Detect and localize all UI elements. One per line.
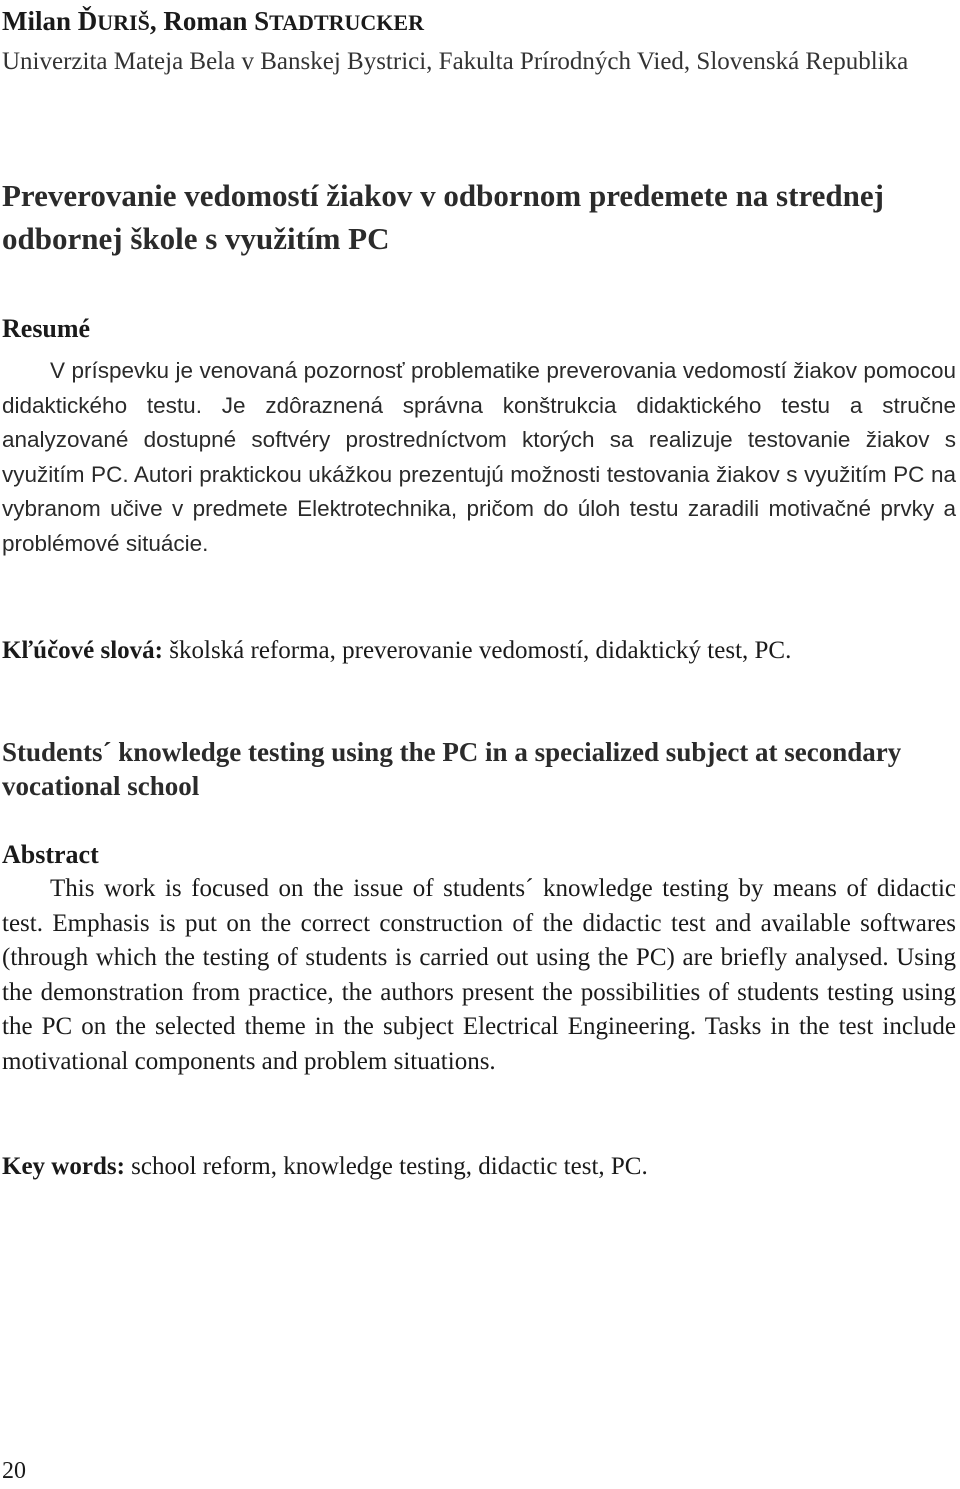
resume-heading: Resumé (2, 314, 91, 343)
page-number: 20 (2, 1458, 26, 1484)
author-2-surname: TADTRUCKER (269, 10, 424, 35)
abstract-heading: Abstract (2, 840, 99, 869)
affiliation: Univerzita Mateja Bela v Banskej Bystrici, Fakulta Prírodných Vied, Slovenská Republika (2, 48, 909, 75)
slovak-keywords-text: školská reforma, preverovanie vedomostí, didaktický test, PC. (163, 637, 792, 664)
author-1-first: Milan Ď (2, 6, 98, 36)
english-keywords-text: school reform, knowledge testing, didactic test, PC. (124, 1153, 648, 1180)
english-keywords (2, 1150, 956, 1184)
english-title: Students´ knowledge testing using the PC in a specialized subject at secondary vocational school (2, 737, 902, 801)
author-1-surname: URIŠ (97, 10, 150, 35)
slovak-title: Preverovanie vedomostí žiakov v odbornom predemete na strednej odbornej škole s využitím PC (2, 178, 884, 256)
abstract-text: This work is focused on the issue of students´ knowledge testing by means of didactic test. Emphasis is put on the correct construction of the didactic test and available softwares (through which the testing of students is carried out using the PC) are briefly analysed. Using the demonstration from practice, the authors present the possibilities of students testing using the PC on the selected theme in the subject Electrical Engineering. Tasks in the test include motivational components and problem situations. (2, 875, 956, 1075)
slovak-keywords-label: Kľúčové slová: (2, 637, 164, 664)
english-keywords-label: Key words: (2, 1153, 125, 1180)
slovak-keywords (2, 634, 956, 668)
author-2-first: , Roman S (149, 6, 270, 36)
resume-text: V príspevku je venovaná pozornosť problematike preverovania vedomostí žiakov pomocou didaktického testu. Je zdôraznená správna konštrukcia didaktického testu a stručne analyzované dostupné softvéry prostredníctvom ktorých sa realizuje testovanie žiakov s využitím PC. Autori praktickou ukážkou prezentujú možnosti testovania žiakov s využitím PC na vybranom učive v predmete Elektrotechnika, pričom do úloh testu zaradili motivačné prvky a problémové situácie. (2, 358, 956, 556)
authors (2, 4, 424, 40)
